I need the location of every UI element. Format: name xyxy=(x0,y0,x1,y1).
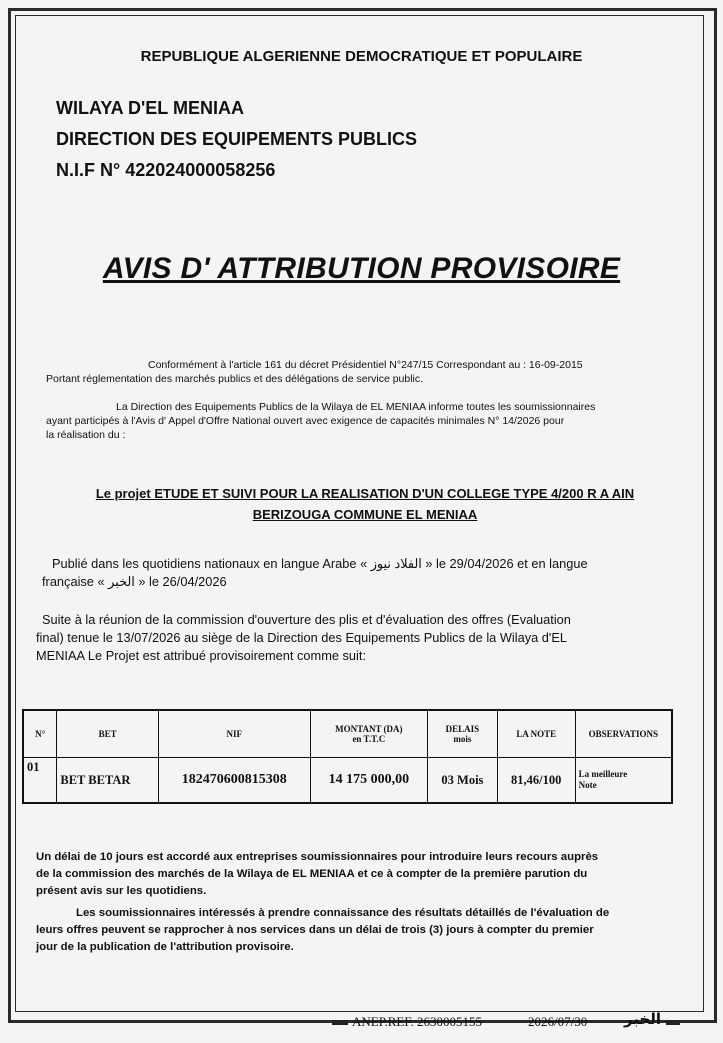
header-bet: BET xyxy=(57,710,159,758)
table-header-row xyxy=(23,710,672,758)
wilaya-heading: WILAYA D'EL MENIAA xyxy=(56,98,244,118)
cell-observations-line-2: Note xyxy=(578,780,597,790)
cell-no: 01 xyxy=(23,758,57,804)
publication-line-2: française « الخبر » le 26/04/2026 xyxy=(42,574,227,589)
resultats-line-2: leurs offres peuvent se rapprocher à nos services dans un délai de trois (3) jours à compter du premier xyxy=(36,924,594,936)
intro-line-1: La Direction des Equipements Publics de la Wilaya de EL MENIAA informe toutes les soumissionnaires xyxy=(116,401,596,413)
header-nif: NIF xyxy=(158,710,310,758)
cell-nif: 182470600815308 xyxy=(158,758,310,804)
recours-line-1: Un délai de 10 jours est accordé aux entreprises soumissionnaires pour introduire leurs recours auprès xyxy=(36,851,599,863)
publication-line-1: Publié dans les quotidiens nationaux en langue Arabe « الفلاد نيوز » le 29/04/2026 et en langue xyxy=(52,556,588,571)
footer-bar-left xyxy=(332,1020,348,1025)
republic-heading: REPUBLIQUE ALGERIENNE DEMOCRATIQUE ET POPULAIRE xyxy=(140,48,583,65)
reunion-line-1: Suite à la réunion de la commission d'ouverture des plis et d'évaluation des offres (Evaluation xyxy=(42,612,571,627)
projet-line-1: Le projet ETUDE ET SUIVI POUR LA REALISATION D'UN COLLEGE TYPE 4/200 R A AIN xyxy=(95,486,635,501)
header-observations: OBSERVATIONS xyxy=(575,710,672,758)
recours-line-2: de la commission des marchés de la Wilaya de EL MENIAA et ce à compter de la première parution du xyxy=(36,868,588,880)
header-montant xyxy=(310,710,427,758)
reunion-line-2: final) tenue le 13/07/2026 au siège de la Direction des Equipements Publics de la Wilaya d'EL xyxy=(36,630,567,645)
attribution-table xyxy=(22,709,673,804)
resultats-line-3: jour de la publication de l'attribution provisoire. xyxy=(36,941,294,953)
intro-line-2: ayant participés à l'Avis d' Appel d'Offre National ouvert avec exigence de capacités minimales N° 14/2026 pour xyxy=(46,415,565,427)
legal-line-2: Portant réglementation des marchés publics et des délégations de service public. xyxy=(46,373,424,385)
direction-heading: DIRECTION DES EQUIPEMENTS PUBLICS xyxy=(56,129,418,149)
recours-line-3: présent avis sur les quotidiens. xyxy=(36,885,207,897)
cell-note: 81,46/100 xyxy=(497,758,575,804)
reunion-line-3: MENIAA Le Projet est attribué provisoirement comme suit: xyxy=(36,648,367,663)
projet-line-2: BERIZOUGA COMMUNE EL MENIAA xyxy=(252,507,478,522)
table-row xyxy=(23,758,672,804)
header-no: N° xyxy=(23,710,57,758)
header-delais xyxy=(428,710,498,758)
cell-montant: 14 175 000,00 xyxy=(310,758,427,804)
footer-date: 2026/07/30 xyxy=(528,1014,588,1029)
header-delais-line-2: mois xyxy=(453,734,472,744)
resultats-line-1: Les soumissionnaires intéressés à prendre connaissance des résultats détaillés de l'évaluation de xyxy=(76,907,610,919)
header-delais-line-1: DELAIS xyxy=(445,724,480,734)
header-montant-line-1: MONTANT (DA) xyxy=(335,724,403,734)
header-note: LA NOTE xyxy=(497,710,575,758)
anep-reference: ANEP.REF. 2630005155 xyxy=(352,1014,483,1029)
footer-bar-right xyxy=(666,1020,680,1025)
header-montant-line-2: en T.T.C xyxy=(352,734,386,744)
newspaper-logo: الخبر xyxy=(624,1010,662,1028)
intro-line-3: la réalisation du : xyxy=(46,429,126,441)
cell-observations xyxy=(575,758,672,804)
legal-line-1: Conformément à l'article 161 du décret Présidentiel N°247/15 Correspondant au : 16-09-2015 xyxy=(148,359,583,371)
cell-bet: BET BETAR xyxy=(57,758,159,804)
page-title: AVIS D' ATTRIBUTION PROVISOIRE xyxy=(102,252,621,285)
cell-observations-line-1: La meilleure xyxy=(578,769,628,779)
cell-delais: 03 Mois xyxy=(428,758,498,804)
projet-title xyxy=(40,483,690,525)
nif-heading: N.I.F N° 422024000058256 xyxy=(56,160,276,180)
